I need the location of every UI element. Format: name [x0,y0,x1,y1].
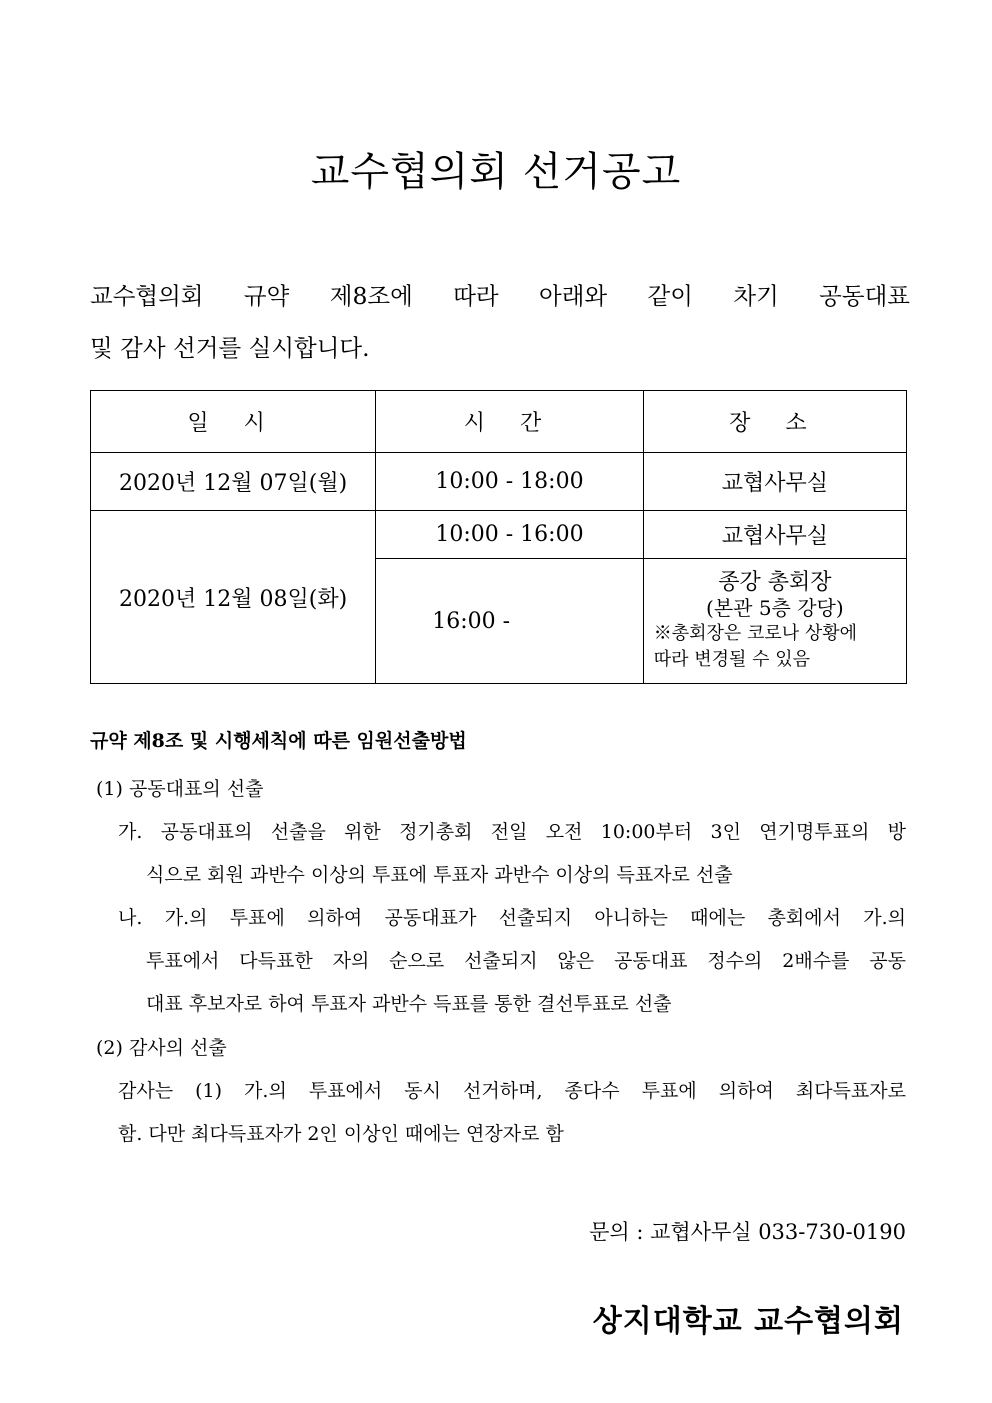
subsection-1-title: (1) 공동대표의 선출 [96,778,264,800]
header-place: 장 소 [643,391,906,453]
intro-paragraph [90,270,910,374]
page-title: 교수협의회 선거공고 [310,149,682,195]
header-time: 시 간 [376,391,644,453]
schedule-row [91,511,907,559]
row2-time: 10:00 - 16:00 [376,511,644,559]
row1-date: 2020년 12월 07일(월) [91,453,376,511]
row3-place-detail: (본관 5층 강당) [706,596,844,621]
row3-place-note-1: ※총회장은 코로나 상황에 [653,623,858,645]
item-ga-line-2: 식으로 회원 과반수 이상의 투표에 투표자 과반수 이상의 득표자로 선출 [146,864,733,886]
intro-line-1: 교수협의회 규약 제8조에 따라 아래와 같이 차기 공동대표 [90,282,910,310]
item-ga-line-1: 가. 공동대표의 선출을 위한 정기총회 전일 오전 10:00부터 3인 연기명투표의 방 [118,821,906,843]
schedule-row [91,453,907,511]
row1-place: 교협사무실 [643,453,906,511]
row3-place-name: 종강 총회장 [718,569,832,595]
method-heading: 규약 제8조 및 시행세칙에 따른 임원선출방법 [90,730,467,752]
row2-place: 교협사무실 [643,511,906,559]
organization-signature: 상지대학교 교수협의회 [592,1304,904,1339]
header-date: 일 시 [91,391,376,453]
schedule-header-row [91,391,907,453]
audit-line-2: 함. 다만 최다득표자가 2인 이상인 때에는 연장자로 함 [118,1123,564,1145]
audit-line-1: 감사는 (1) 가.의 투표에서 동시 선거하며, 종다수 투표에 의하여 최다득표자로 [118,1080,906,1102]
schedule-table [90,390,907,684]
row1-time: 10:00 - 18:00 [376,453,644,511]
item-na-line-2: 투표에서 다득표한 자의 순으로 선출되지 않은 공동대표 정수의 2배수를 공동 [146,950,906,972]
subsection-2-title: (2) 감사의 선출 [96,1037,227,1059]
contact-info: 문의 : 교협사무실 033-730-0190 [589,1220,906,1244]
item-na-line-1: 나. 가.의 투표에 의하여 공동대표가 선출되지 아니하는 때에는 총회에서 가.의 [118,907,906,929]
row2-date: 2020년 12월 08일(화) [91,511,376,684]
row3-place [643,559,906,684]
row3-place-note-2: 따라 변경될 수 있음 [653,649,811,671]
item-na-line-3: 대표 후보자로 하여 투표자 과반수 득표를 통한 결선투표로 선출 [146,993,672,1015]
row3-time: 16:00 - [376,559,644,684]
intro-line-2: 및 감사 선거를 실시합니다. [90,334,370,362]
